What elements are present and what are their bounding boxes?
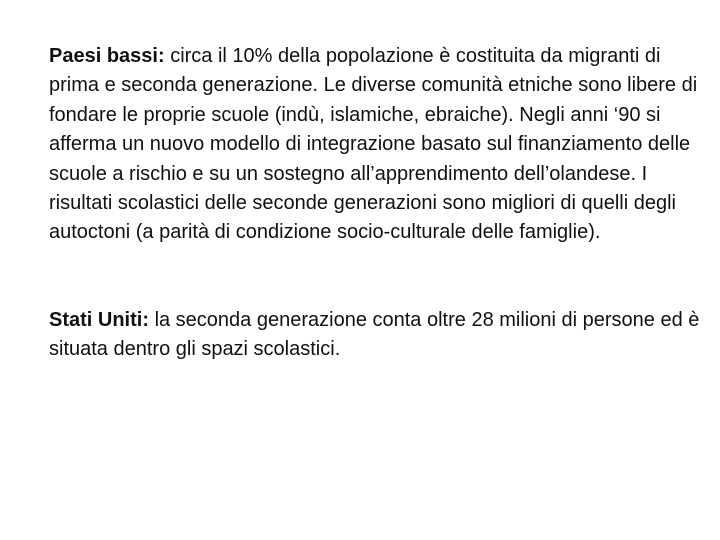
paragraph-lead-paesi-bassi: Paesi bassi: <box>49 45 165 67</box>
paragraph-body-stati-uniti: la seconda generazione conta oltre 28 milioni di persone ed è situata dentro gli spazi scolastici. <box>49 308 700 361</box>
paragraph-lead-stati-uniti: Stati Uniti: <box>49 308 149 331</box>
paragraph-paesi-bassi <box>49 42 705 248</box>
paragraph-body-paesi-bassi: circa il 10% della popolazione è costituita da migranti di prima e seconda generazione. Le diverse comunità etniche sono libere di fondare le proprie scuole (indù, islamiche, ebraiche). Negli anni ‘90 si afferma un nuovo modello di integrazione basato sul finanziamento delle scuole a rischio e su un sostegno all’apprendimento dell’olandese. I risultati scolastici delle seconde generazioni sono migliori di quelli degli autoctoni (a parità di condizione socio-culturale delle famiglie). <box>49 45 698 244</box>
slide-text-body <box>49 42 705 365</box>
paragraph-stati-uniti <box>49 306 705 365</box>
